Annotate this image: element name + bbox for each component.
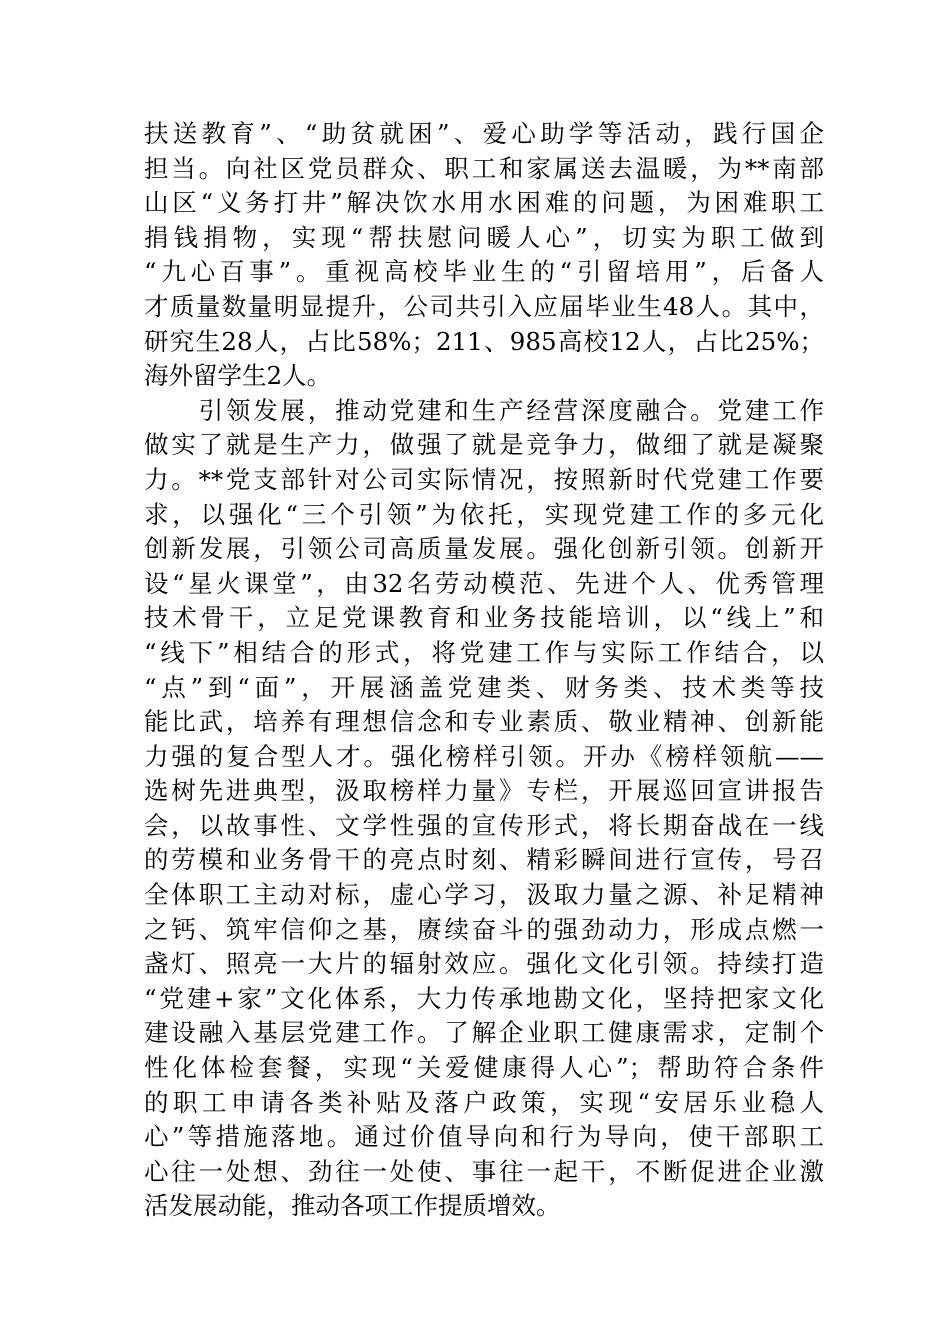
text-line: 会，以故事性、文学性强的宣传形式，将长期奋战在一线	[144, 810, 824, 840]
text-line: “线下”相结合的形式，将党建工作与实际工作结合，以	[144, 637, 824, 667]
text-line: 心往一处想、劲往一处使、事往一起干，不断促进企业激	[144, 1156, 824, 1186]
text-line: 研究生28人，占比58%；211、985高校12人，占比25%；	[144, 326, 824, 356]
text-line: 的劳模和业务骨干的亮点时刻、精彩瞬间进行宣传，号召	[144, 845, 824, 875]
text-line: 技术骨干，立足党课教育和业务技能培训，以“线上”和	[144, 603, 824, 633]
text-line: 建设融入基层党建工作。了解企业职工健康需求，定制个	[144, 1018, 824, 1048]
text-line: 山区“义务打井”解决饮水用水困难的问题，为困难职工	[144, 188, 824, 218]
text-line: 选树先进典型，汲取榜样力量》专栏，开展巡回宣讲报告	[144, 776, 824, 806]
text-line: 设“星火课堂”，由32名劳动模范、先进个人、优秀管理	[144, 568, 824, 598]
text-line: 活发展动能，推动各项工作提质增效。	[144, 1191, 561, 1221]
text-line: 能比武，培养有理想信念和专业素质、敬业精神、创新能	[144, 707, 824, 737]
text-line: 性化体检套餐，实现“关爱健康得人心”；帮助符合条件	[144, 1053, 824, 1083]
text-line: 创新发展，引领公司高质量发展。强化创新引领。创新开	[144, 534, 824, 564]
text-line: 盏灯、照亮一大片的辐射效应。强化文化引领。持续打造	[144, 949, 824, 979]
text-line: 之钙、筑牢信仰之基，赓续奋斗的强劲动力，形成点燃一	[144, 914, 824, 944]
body-text	[144, 117, 824, 1224]
text-line: 捐钱捐物，实现“帮扶慰问暖人心”，切实为职工做到	[144, 222, 824, 252]
text-line: 力。**党支部针对公司实际情况，按照新时代党建工作要	[144, 464, 824, 494]
text-line: 心”等措施落地。通过价值导向和行为导向，使干部职工	[144, 1122, 824, 1152]
text-line: “党建+家”文化体系，大力传承地勘文化，坚持把家文化	[144, 983, 824, 1013]
text-line: 才质量数量明显提升，公司共引入应届毕业生48人。其中，	[144, 291, 824, 321]
text-line: 求，以强化“三个引领”为依托，实现党建工作的多元化	[144, 499, 824, 529]
text-line: 扶送教育”、“助贫就困”、爱心助学等活动，践行国企	[144, 119, 824, 148]
text-line: 担当。向社区党员群众、职工和家属送去温暖，为**南部	[144, 153, 824, 183]
paragraph-1	[144, 117, 824, 394]
text-line: “九心百事”。重视高校毕业生的“引留培用”，后备人	[144, 257, 824, 287]
text-line: 做实了就是生产力，做强了就是竞争力，做细了就是凝聚	[144, 430, 824, 460]
text-line: 全体职工主动对标，虚心学习，汲取力量之源、补足精神	[144, 880, 824, 910]
text-line: “点”到“面”，开展涵盖党建类、财务类、技术类等技	[144, 672, 824, 702]
text-line: 引领发展，推动党建和生产经营深度融合。党建工作	[144, 395, 824, 425]
text-line: 海外留学生2人。	[144, 361, 332, 391]
text-line: 力强的复合型人才。强化榜样引领。开办《榜样领航——	[144, 741, 824, 771]
text-line: 的职工申请各类补贴及落户政策，实现“安居乐业稳人	[144, 1087, 824, 1117]
paragraph-2	[144, 394, 824, 1224]
